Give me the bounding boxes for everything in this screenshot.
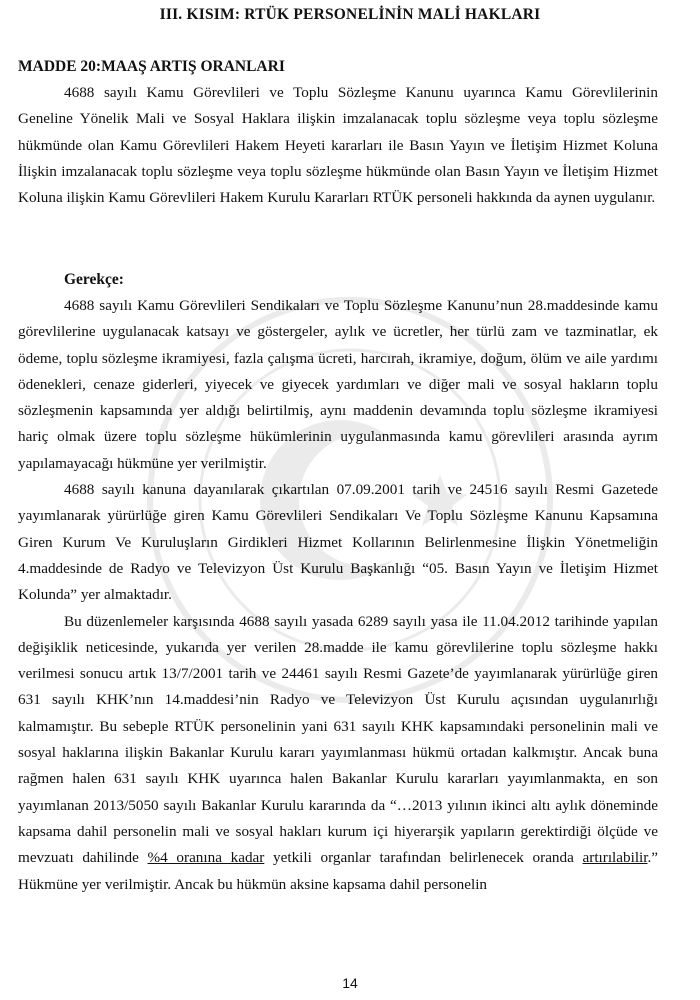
rationale-paragraph-1: 4688 sayılı Kamu Görevlileri Sendikaları ve Toplu Sözleşme Kanunu’nun 28.maddesinde kamu görevlilerine uygulanacak katsayı ve göstergeler, aylık ve ücretler, her türlü zam ve tazminatlar, ek ödeme, toplu sözleşme ikramiyesi, fazla çalışma ücreti, harcırah, ikramiye, doğum, ölüm ve aile yardımı ödenekleri, cenaze giderleri, yiyecek ve giyecek yardımları ve diğer mali ve sosyal hakların toplu sözleşmenin kapsamında yer aldığı belirtilmiş, aynı maddenin devamında toplu sözleşme ikramiyesi hariç olmak üzere toplu sözleşme hükümlerinin uygulanmasında kamu görevlileri arasında ayrım yapılamayacağı hükmüne yer verilmiştir. [18, 297, 658, 472]
page-title: III. KISIM: RTÜK PERSONELİNİN MALİ HAKLARI [159, 6, 541, 23]
rationale-paragraph-3-start: Bu düzenlemeler karşısında 4688 sayılı yasada 6289 sayılı yasa ile 11.04.2012 tarihinde yapılan değişiklik neticesinde, yukarıda yer verilen 28.madde ile kamu görevlilerine toplu sözleşme hakkı verilmesi sonucu artık 13/7/2001 tarih ve 24461 sayılı Resmi Gazete’de yayımlanarak yürürlüğe giren 631 sayılı KHK’nın 14.maddesi’nin Radyo ve Televizyon Üst Kurulu açısından uygulanırlığı kalmamıştır. Bu sebeple RTÜK personelinin yani 631 sayılı KHK kapsamındaki personelinin mali ve sosyal haklarına ilişkin Bakanlar Kurulu kararı yayımlanması hükmü ortadan kalkmıştır. Ancak buna rağmen halen 631 sayılı KHK uyarınca halen Bakanlar Kurulu kararları yayımlanmakta, en son yayımlanan 2013/5050 sayılı Bakanlar Kurulu kararında da “…2013 yılının ikinci altı aylık döneminde kapsama dahil personelin mali ve sosyal hakları kurum içi hiyerarşik yapıların gerektirdiği ölçüde ve mevzuatı dahilinde [18, 612, 658, 867]
rationale-heading: Gerekçe: [64, 271, 124, 288]
rationale-paragraph-3-end: .” Hükmüne yer verilmiştir. Ancak bu hükmün aksine kapsama dahil personelin [18, 849, 659, 893]
article-heading: MADDE 20:MAAŞ ARTIŞ ORANLARI [18, 58, 285, 75]
page-number: 14 [342, 975, 358, 991]
rationale-paragraph-2: 4688 sayılı kanuna dayanılarak çıkartılan 07.09.2001 tarih ve 24516 sayılı Resmi Gazetede yayımlanarak yürürlüğe giren Kamu Görevlileri Sendikaları Ve Toplu Sözleşme Kanunu Kapsamına Giren Kurum Ve Kuruluşların Girdikleri Hizmet Kollarının Belirlenmesine İlişkin Yönetmeliğin 4.maddesinde de Radyo ve Televizyon Üst Kurulu Başkanlığı “05. Basın Yayın ve İletişim Hizmet Kolunda” yer almaktadır. [18, 481, 658, 604]
rationale-paragraph-3 [18, 609, 658, 898]
underlined-rate: %4 oranına kadar [147, 849, 265, 867]
underlined-increase: artırılabilir [582, 849, 648, 867]
article-paragraph: 4688 sayılı Kamu Görevlileri ve Toplu Sözleşme Kanunu uyarınca Kamu Görevlilerinin Geneline Yönelik Mali ve Sosyal Haklara ilişkin imzalanacak toplu sözleşme veya toplu sözleşme hükmünde olan Kamu Görevlileri Hakem Heyeti kararları ile Basın Yayın ve İletişim Hizmet Koluna İlişkin imzalanacak toplu sözleşme veya toplu sözleşme hükmünde olan Basın Yayın ve İletişim Hizmet Koluna ilişkin Kamu Görevlileri Hakem Kurulu Kararları RTÜK personeli hakkında da aynen uygulanır. [18, 84, 658, 207]
rationale-paragraph-3-middle: yetkili organlar tarafından belirlenecek oranda [273, 849, 574, 867]
